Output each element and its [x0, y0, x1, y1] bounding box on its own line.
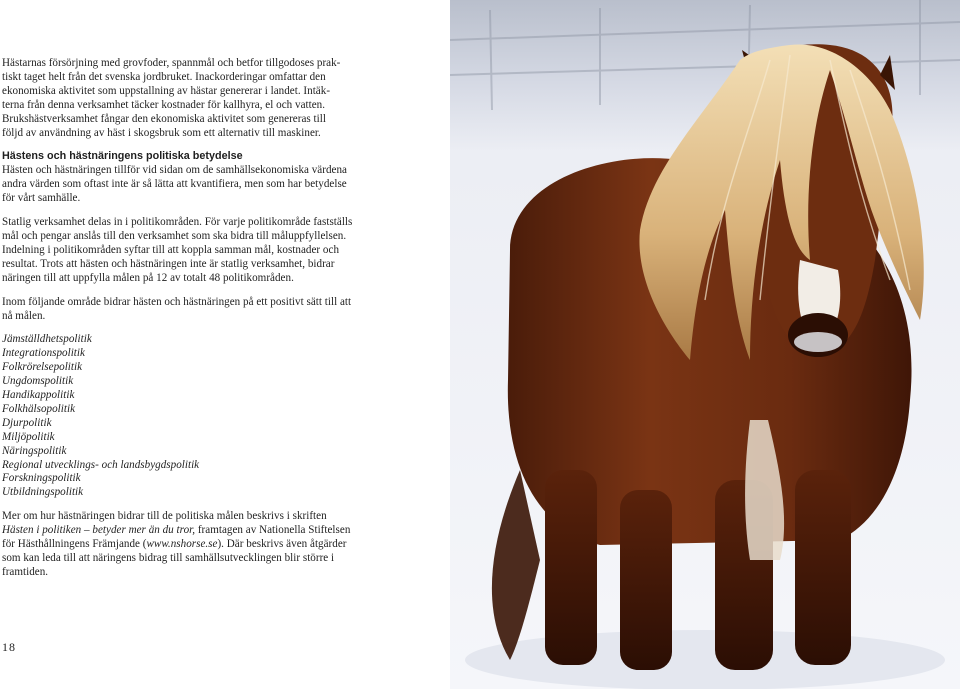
text-line: som kan leda till att näringens bidrag till samhällsutvecklingen blir större i: [2, 552, 335, 564]
list-item: Ungdomspolitik: [2, 375, 74, 388]
list-item: Näringspolitik: [2, 444, 67, 457]
text-line: framtagen av Nationella Stiftelsen: [195, 524, 351, 537]
body-text-column: [2, 57, 394, 590]
list-item: Djurpolitik: [2, 416, 52, 429]
list-item: Utbildningspolitik: [2, 486, 84, 499]
paragraph-policy-areas-intro: [2, 216, 394, 286]
list-item: Jämställdhetspolitik: [2, 333, 92, 346]
text-line: framtiden.: [2, 565, 49, 578]
pony-illustration: [450, 0, 960, 689]
paragraph-contribution: [2, 296, 394, 324]
paragraph-economy: [2, 57, 394, 140]
text-line: Inom följande område bidrar hästen och hästnäringen på ett positivt sätt till att: [2, 295, 352, 308]
text-line: näringen till att uppfylla målen på 12 av totalt 48 politikområden.: [2, 271, 294, 284]
text-line: Hästarnas försörjning med grovfoder, spannmål och betfor tillgodoses prak-: [2, 57, 341, 69]
list-item: Forskningspolitik: [2, 472, 81, 485]
list-item: Miljöpolitik: [2, 430, 55, 443]
pony-photo: [450, 0, 960, 689]
text-line: för Hästhållningens Främjande (: [2, 538, 147, 551]
left-page: [0, 0, 450, 689]
website-link[interactable]: www.nshorse.se: [146, 538, 218, 551]
text-line: Indelning i politikområden syftar till att koppla samman mål, kostnader och: [2, 243, 340, 256]
text-line: följd av användning av häst i skogsbruk som ett alternativ till maskiner.: [2, 126, 321, 139]
policy-area-list: [2, 333, 394, 500]
book-title: Hästen i politiken – betyder mer än du tror,: [2, 524, 196, 537]
page-number: 18: [2, 640, 16, 654]
text-line: Statlig verksamhet delas in i politikområden. För varje politikområde fastställs: [2, 216, 353, 229]
text-line: för vårt samhälle.: [2, 192, 81, 205]
text-line: nå målen.: [2, 309, 46, 322]
list-item: Folkrörelsepolitik: [2, 361, 83, 374]
text-line: Mer om hur hästnäringen bidrar till de politiska målen beskrivs i skriften: [2, 510, 327, 523]
list-item: Folkhälsopolitik: [2, 402, 76, 415]
text-line: ). Där beskrivs även åtgärder: [217, 538, 347, 551]
text-line: terna från denna verksamhet täcker kostnader för kallhyra, el och vatten.: [2, 98, 326, 111]
list-item: Regional utvecklings- och landsbygdspolitik: [2, 458, 200, 471]
pony-leg: [795, 470, 851, 665]
text-line: tiskt taget helt från det svenska jordbruket. Inackorderingar omfattar den: [2, 70, 326, 83]
pony-leg: [545, 470, 597, 665]
list-item: Handikappolitik: [2, 389, 75, 402]
paragraph-further-reading: [2, 510, 394, 580]
text-line: Brukshästverksamhet fångar den ekonomiska aktivitet som genereras till: [2, 112, 326, 125]
list-item: Integrationspolitik: [2, 347, 85, 360]
text-line: ekonomiska aktivitet som uppstallning av hästar genererar i landet. Intäk-: [2, 84, 331, 97]
text-line: resultat. Trots att hästen och hästnäringen inte är statlig verksamhet, bidrar: [2, 257, 335, 270]
section-heading: Hästens och hästnäringens politiska betydelse: [2, 150, 243, 163]
frost: [794, 332, 842, 352]
text-line: andra värden som oftast inte är så lätta att kvantifiera, men som har betydelse: [2, 178, 347, 191]
text-line: Hästen och hästnäringen tillför vid sidan om de samhällsekonomiska värdena: [2, 164, 347, 177]
text-line: mål och pengar anslås till den verksamhet som ska bidra till måluppfyllelsen.: [2, 229, 347, 242]
paragraph-political-values: [2, 150, 394, 206]
pony-leg: [620, 490, 672, 670]
snow-ground: [465, 630, 945, 689]
